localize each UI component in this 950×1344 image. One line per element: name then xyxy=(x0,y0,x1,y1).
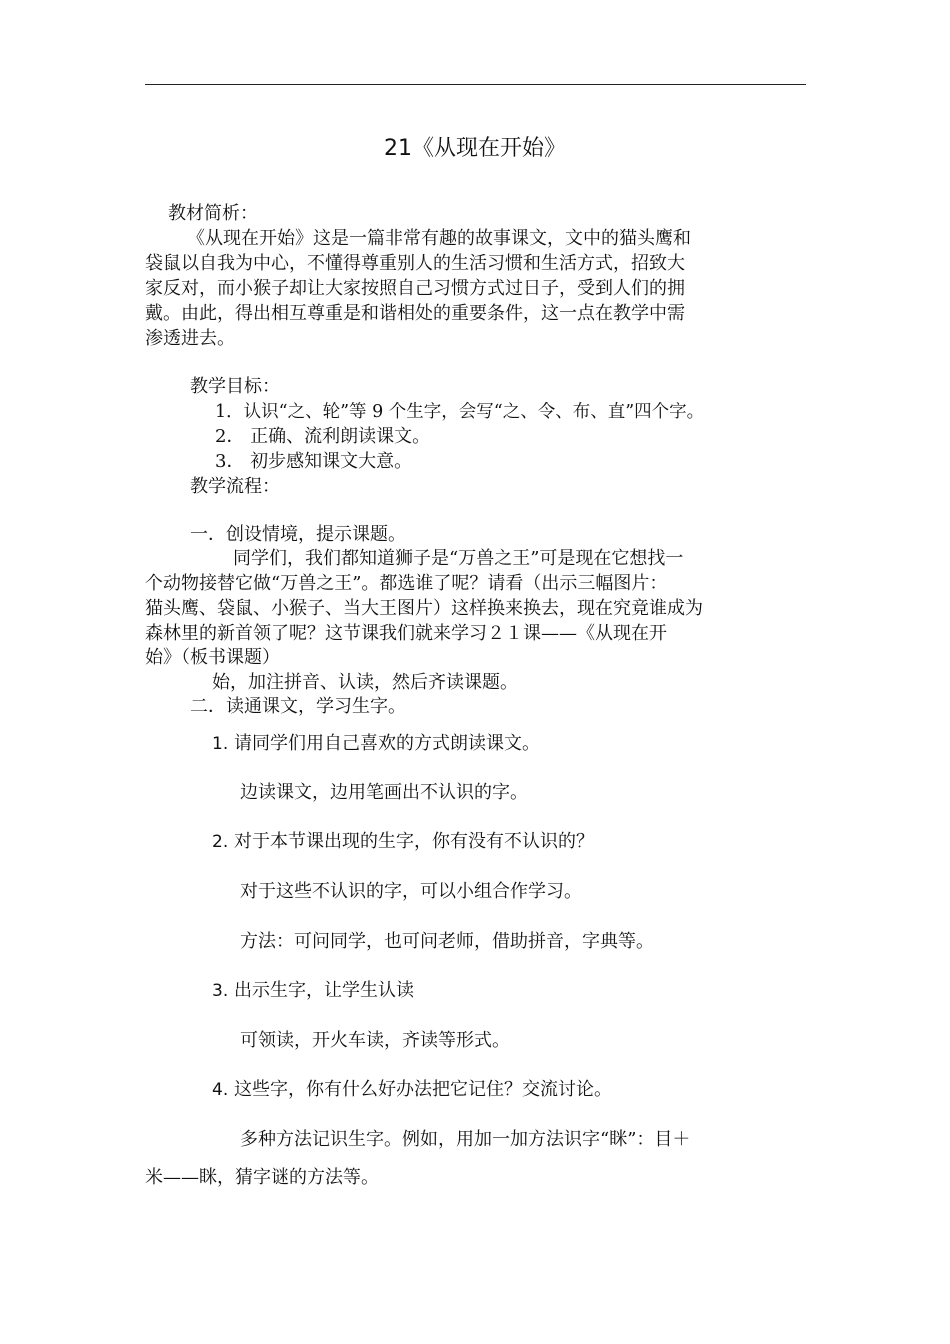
material-heading: 教材简析： xyxy=(168,203,258,224)
step-number: 1. xyxy=(212,734,229,754)
step-item xyxy=(212,1078,612,1102)
step-text: 对于本节课出现的生字，你有没有不认识的？ xyxy=(233,831,594,852)
step-text: 出示生字，让学生认读 xyxy=(233,980,414,1001)
header-rule xyxy=(145,84,806,85)
goals-heading: 教学目标： xyxy=(190,376,280,397)
step-sub: 方法：可问同学，也可问老师，借助拼音，字典等。 xyxy=(240,931,654,952)
material-line: 《从现在开始》这是一篇非常有趣的故事课文，文中的猫头鹰和 xyxy=(187,228,691,249)
goal-item: 1．认识“之、轮”等 9 个生字，会写“之、令、布、直”四个字。 xyxy=(215,402,705,422)
section1-heading: 一．创设情境，提示课题。 xyxy=(190,524,406,545)
step-number: 3. xyxy=(212,981,229,1001)
step-sub: 可领读，开火车读，齐读等形式。 xyxy=(240,1030,510,1051)
material-line: 袋鼠以自我为中心，不懂得尊重别人的生活习惯和生活方式，招致大 xyxy=(145,253,685,274)
page-title: 21《从现在开始》 xyxy=(384,136,566,161)
step-item xyxy=(212,732,540,756)
material-line: 渗透进去。 xyxy=(145,328,235,349)
step-item xyxy=(212,830,594,854)
section1-line: 始，加注拼音、认读，然后齐读课题。 xyxy=(212,672,518,693)
step-number: 4. xyxy=(212,1080,229,1100)
step-sub: 边读课文，边用笔画出不认识的字。 xyxy=(240,782,528,803)
step-text: 这些字，你有什么好办法把它记住？交流讨论。 xyxy=(233,1079,612,1100)
step-sub: 对于这些不认识的字，可以小组合作学习。 xyxy=(240,881,582,902)
section1-line: 猫头鹰、袋鼠、小猴子、当大王图片）这样换来换去，现在究竟谁成为 xyxy=(145,598,703,619)
material-line: 家反对，而小猴子却让大家按照自己习惯方式过日子，受到人们的拥 xyxy=(145,278,685,299)
section1-line: 同学们，我们都知道狮子是“万兽之王”可是现在它想找一 xyxy=(233,548,684,569)
section1-line: 个动物接替它做“万兽之王”。都选谁了呢？请看（出示三幅图片： xyxy=(145,573,668,594)
step-number: 2. xyxy=(212,832,229,852)
process-heading: 教学流程： xyxy=(190,476,280,497)
step-item xyxy=(212,979,414,1003)
goal-item: 3． 初步感知课文大意。 xyxy=(215,451,413,472)
section1-line: 森林里的新首领了呢？这节课我们就来学习２１课——《从现在开 xyxy=(145,623,667,644)
closing-line: 多种方法记识生字。例如，用加一加方法识字“眯”：目＋ xyxy=(240,1129,691,1150)
closing-line: 米——眯，猜字谜的方法等。 xyxy=(145,1167,379,1188)
step-text: 请同学们用自己喜欢的方式朗读课文。 xyxy=(233,733,540,754)
goal-item: 2． 正确、流利朗读课文。 xyxy=(215,426,431,447)
section2-heading: 二．读通课文，学习生字。 xyxy=(190,696,406,717)
section1-line: 始》（板书课题） xyxy=(145,647,280,668)
material-line: 戴。由此，得出相互尊重是和谐相处的重要条件，这一点在教学中需 xyxy=(145,303,685,324)
